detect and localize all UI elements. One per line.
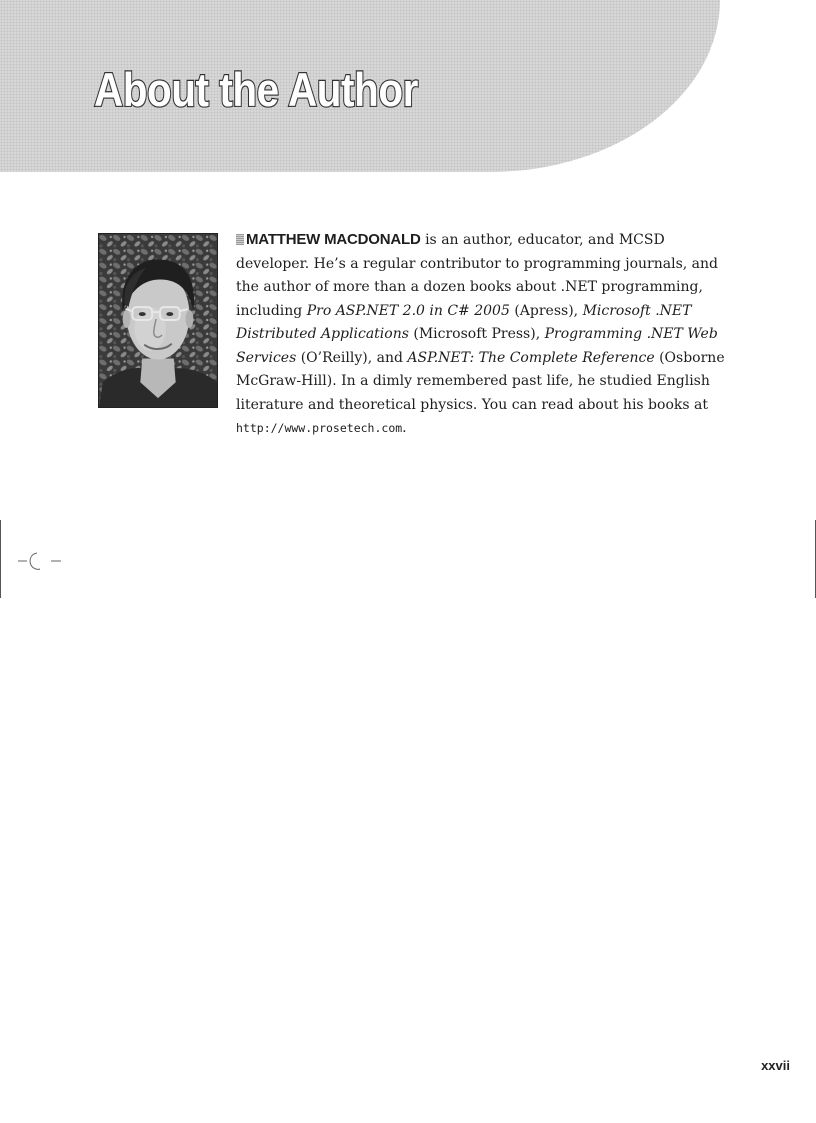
page-title: About the Author: [94, 63, 418, 116]
page-number: xxvii: [761, 1058, 790, 1073]
bio-text: is an author, educator, and MCSD developer. He’s a regular contributor to programming journals, and the author of more than a dozen books about .NET programming, including: [236, 232, 718, 319]
author-bio: [236, 228, 726, 441]
book-title: ASP.NET: The Complete Reference: [407, 349, 655, 366]
website-url: http://www.prosetech.com: [236, 421, 403, 435]
book-title: Programming .NET Web Services: [236, 326, 718, 366]
bio-text: .: [402, 420, 407, 436]
author-name: MATTHEW MACDONALD: [246, 231, 421, 248]
bio-text: (Microsoft Press),: [408, 326, 545, 342]
registration-mark-icon: [18, 548, 62, 574]
author-photo: [98, 233, 218, 408]
bio-text: (O’Reilly), and: [296, 349, 408, 366]
bullet-icon: [236, 234, 244, 245]
crop-line-left: [0, 520, 1, 598]
header-band: [0, 0, 720, 172]
bio-text: (Apress),: [509, 302, 583, 319]
book-title: Microsoft .NET Distributed Applications: [236, 302, 692, 342]
bio-text: (Osborne McGraw-Hill). In a dimly remembered past life, he studied English literature and theoretical physics. You can read about his books at: [236, 349, 725, 413]
book-title: Pro ASP.NET 2.0 in C# 2005: [306, 302, 510, 319]
